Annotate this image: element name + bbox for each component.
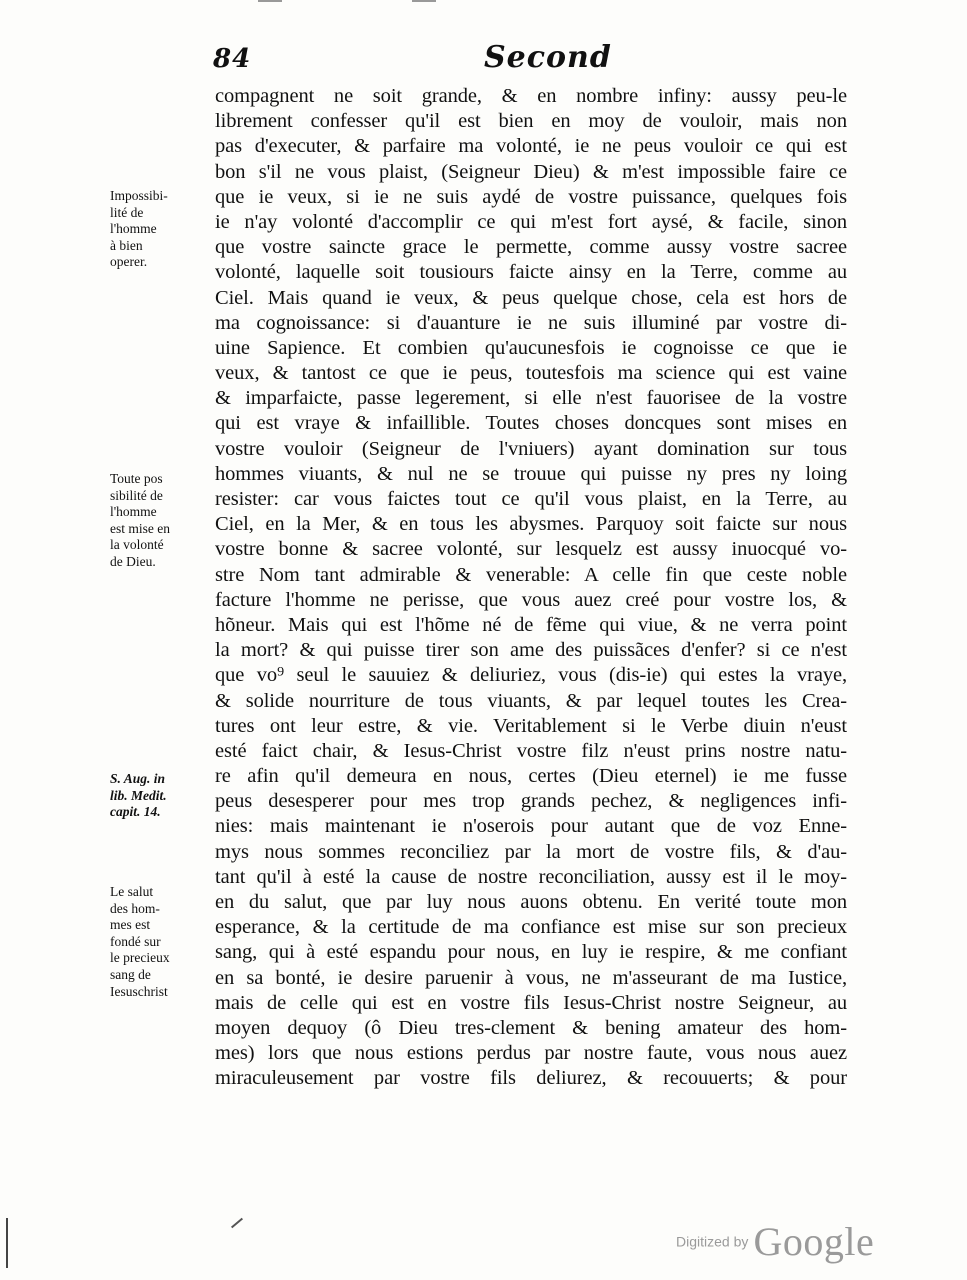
text-line: ie n'ay volonté d'accomplir ce qui m'est fort aysé, & facile, sinon [215,210,847,233]
text-line: peus desesperer pour mes trop grands pechez, & negligences infi- [215,790,847,813]
body-text [215,84,847,1092]
text-line: que ie veux, si ie ne suis aydé de vostre puissance, quelques fois [215,185,847,208]
digitized-watermark [676,1218,874,1265]
margin-note-line: est mise en [110,520,170,536]
margin-note-line: à bien [110,237,143,253]
text-line: en du salut, que par luy nous auons obtenu. En verité toute mon [215,891,847,913]
margin-note-line: le precieux [110,950,170,966]
text-line: esté faict chair, & Iesus-Christ vostre filz n'eust prins nostre natu- [215,739,847,762]
text-line: que vo⁹ seul le sauuiez & deliuriez, vous (dis-ie) qui estes la vraye, [215,664,847,687]
text-line: pas d'executer, & parfaire ma volonté, ie ne peus vouloir ce qui est [215,135,847,158]
text-line: sang, qui à esté espandu pour nous, en luy ie respire, & me confiant [215,941,847,964]
text-line: la mort? & qui puisse tirer son ame des puissãces d'enfer? si ce n'est [215,639,847,662]
text-line: esperance, & la certitude de ma confiance est mise sur son precieux [215,916,847,939]
google-logo: Google [753,1219,875,1264]
scan-edge-mark [6,1218,8,1268]
text-line: uine Sapience. Et combien qu'aucunesfois ie cognoisse ce que ie [215,336,847,359]
text-line: bon s'il ne vous plaist, (Seigneur Dieu) & m'est impossible faire ce [215,160,847,183]
text-line: moyen dequoy (ô Dieu tres-clement & bening amateur des hom- [215,1016,847,1039]
text-line: que vostre saincte grace le permette, comme aussy vostre sacree [215,236,847,259]
text-line: qui est vraye & infaillible. Toutes choses doncques sont mises en [215,412,847,435]
text-line: stre Nom tant admirable & venerable: A celle fin que ceste noble [215,563,847,586]
margin-note-line: lib. Medit. [110,787,167,803]
margin-note-line: sang de [110,966,151,982]
text-line: hommes viuants, & nul ne se trouue qui puisse ny pres ny loing [215,462,847,485]
text-line: tures ont leur estre, & vie. Veritablement si le Verbe diuin n'eust [215,714,847,737]
text-line: vostre bonne & sacree volonté, sur lesquelz est aussy inuocqué vo- [215,538,847,561]
text-line: & imparfaicte, passe legerement, si elle n'est fauorisee de la vostre [215,387,847,410]
margin-note-line: l'homme [110,504,157,520]
margin-note-line: des hom- [110,900,160,916]
text-line: en sa bonté, ie desire paruenir à vous, ne m'asseurant de ma Iustice, [215,966,847,989]
text-line: tant qu'il à esté la cause de nostre reconciliation, aussy est il le moy- [215,865,847,888]
margin-note-line: sibilité de [110,487,163,503]
text-line: Ciel, en la Mer, & en tous les abysmes. Parquoy soit faicte sur nous [215,513,847,536]
text-line: facture l'homme ne perisse, que vous auez creé pour vostre los, & [215,588,847,611]
text-line: veux, & tantost ce que ie peus, toutesfois ma science qui est vaine [215,362,847,385]
text-line: mys nous sommes reconciliez par la mort de vostre fils, & d'au- [215,840,847,863]
margin-note-line: mes est [110,917,151,933]
margin-note-line: Toute pos [110,471,163,486]
margin-note-line: de Dieu. [110,553,156,569]
text-line: resister: car vous faictes tout ce qu'il vous plaist, en la Terre, au [215,488,847,510]
running-head: Second [484,40,612,75]
page-number: 84 [213,44,252,74]
text-line: ma cognoissance: si d'auanture ie ne suis illuminé par vostre di- [215,311,847,334]
margin-note-impossibilite [110,188,210,271]
margin-note-augustin-citation [110,771,210,821]
text-line: vostre vouloir (Seigneur de l'vniuers) ayant domination sur tous [215,437,847,460]
margin-note-line: capit. 14. [110,804,161,820]
margin-note-salut [110,884,210,1000]
text-line: mes) lors que nous estions perdus par nostre faute, vous nous auez [215,1042,847,1065]
margin-note-line: l'homme [110,221,157,237]
text-line: & solide nourriture de tous viuants, & par lequel toutes les Crea- [215,689,847,712]
margin-note-line: la volonté [110,537,164,553]
margin-note-line: Iesuschrist [110,983,168,999]
text-line: hõneur. Mais qui est l'hõme né de fẽme qui viue, & ne verra point [215,613,847,636]
margin-note-line: lité de [110,204,144,220]
margin-note-line: operer. [110,254,148,270]
text-line: Ciel. Mais quand ie veux, & peus quelque chose, cela est hors de [215,286,847,309]
margin-note-line: fondé sur [110,933,161,949]
margin-note-line: S. Aug. in [110,771,166,786]
margin-note-line: Impossibi- [110,188,168,203]
text-line: volonté, laquelle soit tousiours faicte ainsy en la Terre, comme au [215,261,847,284]
margin-note-volonte-de-dieu [110,471,210,571]
text-line: mais de celle qui est en vostre fils Iesus-Christ nostre Seigneur, au [215,991,847,1014]
text-line: librement confesser qu'il est bien en moy de vouloir, mais non [215,110,847,133]
watermark-prefix: Digitized by [676,1233,749,1250]
text-line: miraculeusement par vostre fils deliurez, & recouuerts; & pour [215,1067,847,1090]
top-edge-mark [412,0,436,10]
text-line: re afin qu'il demeura en nous, certes (Dieu eternel) ie me fusse [215,765,847,788]
top-edge-mark [258,0,282,10]
text-line: compagnent ne soit grande, & en nombre infiny: aussy peu-le [215,85,847,107]
scan-stray-mark [231,1218,243,1229]
text-line: nies: mais maintenant ie n'oserois pour autant que de voz Enne- [215,815,847,838]
margin-note-line: Le salut [110,884,154,899]
